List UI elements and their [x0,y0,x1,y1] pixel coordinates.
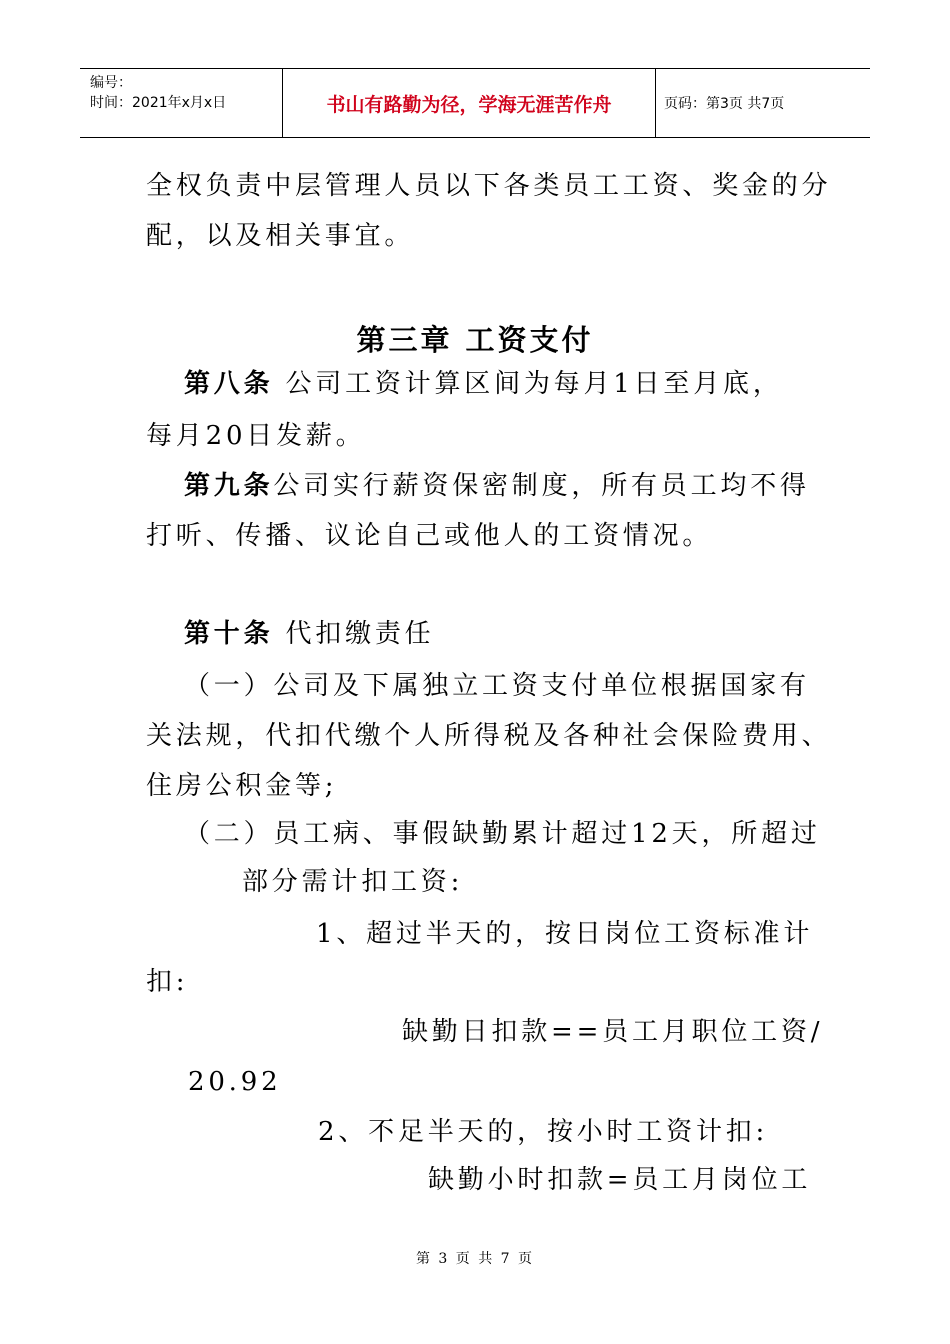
date-label: 时间：2021年x月x日 [90,95,227,111]
page-header [80,68,870,138]
header-left [90,73,226,113]
formula-line: 缺勤小时扣款=员工月岗位工 [428,1165,812,1195]
paragraph-line: （二）员工病、事假缺勤累计超过12天，所超过 [184,819,821,849]
paragraph-line: 部分需计扣工资: [242,867,464,897]
paragraph-line: 配，以及相关事宜。 [146,221,415,251]
paragraph-line: 关法规，代扣代缴个人所得税及各种社会保险费用、 [146,721,832,751]
paragraph-line: 住房公积金等; [146,771,338,801]
article-9 [184,470,810,502]
motto: 书山有路勤为径，学海无涯苦作舟 [282,69,656,137]
page-info: 页码：第3页 共7页 [664,96,785,112]
paragraph-line: 全权负责中层管理人员以下各类员工工资、奖金的分 [146,171,832,201]
article-text: 代扣缴责任 [273,619,435,649]
article-label: 第八条 [184,369,274,399]
article-8 [184,368,783,400]
paragraph-line: 扣: [146,967,189,997]
paragraph-line: 打听、传播、议论自己或他人的工资情况。 [146,521,713,551]
article-text: 公司工资计算区间为每月1日至月底， [273,369,783,399]
paragraph-line: （一）公司及下属独立工资支付单位根据国家有 [184,671,810,701]
chapter-title: 第三章 工资支付 [356,323,594,357]
paragraph-line: 2、不足半天的，按小时工资计扣: [318,1117,769,1147]
article-label: 第十条 [184,619,274,649]
article-label: 第九条 [184,471,274,501]
formula-line: 缺勤日扣款==员工月职位工资/ [402,1017,824,1047]
page-footer: 第 3 页 共 7 页 [415,1251,535,1267]
article-text: 公司实行薪资保密制度，所有员工均不得 [273,471,810,501]
article-10 [184,618,434,650]
formula-line: 20.92 [188,1067,282,1097]
number-label: 编号： [90,75,132,91]
paragraph-line: 1、超过半天的，按日岗位工资标准计 [316,919,814,949]
paragraph-line: 每月20日发薪。 [146,421,366,451]
